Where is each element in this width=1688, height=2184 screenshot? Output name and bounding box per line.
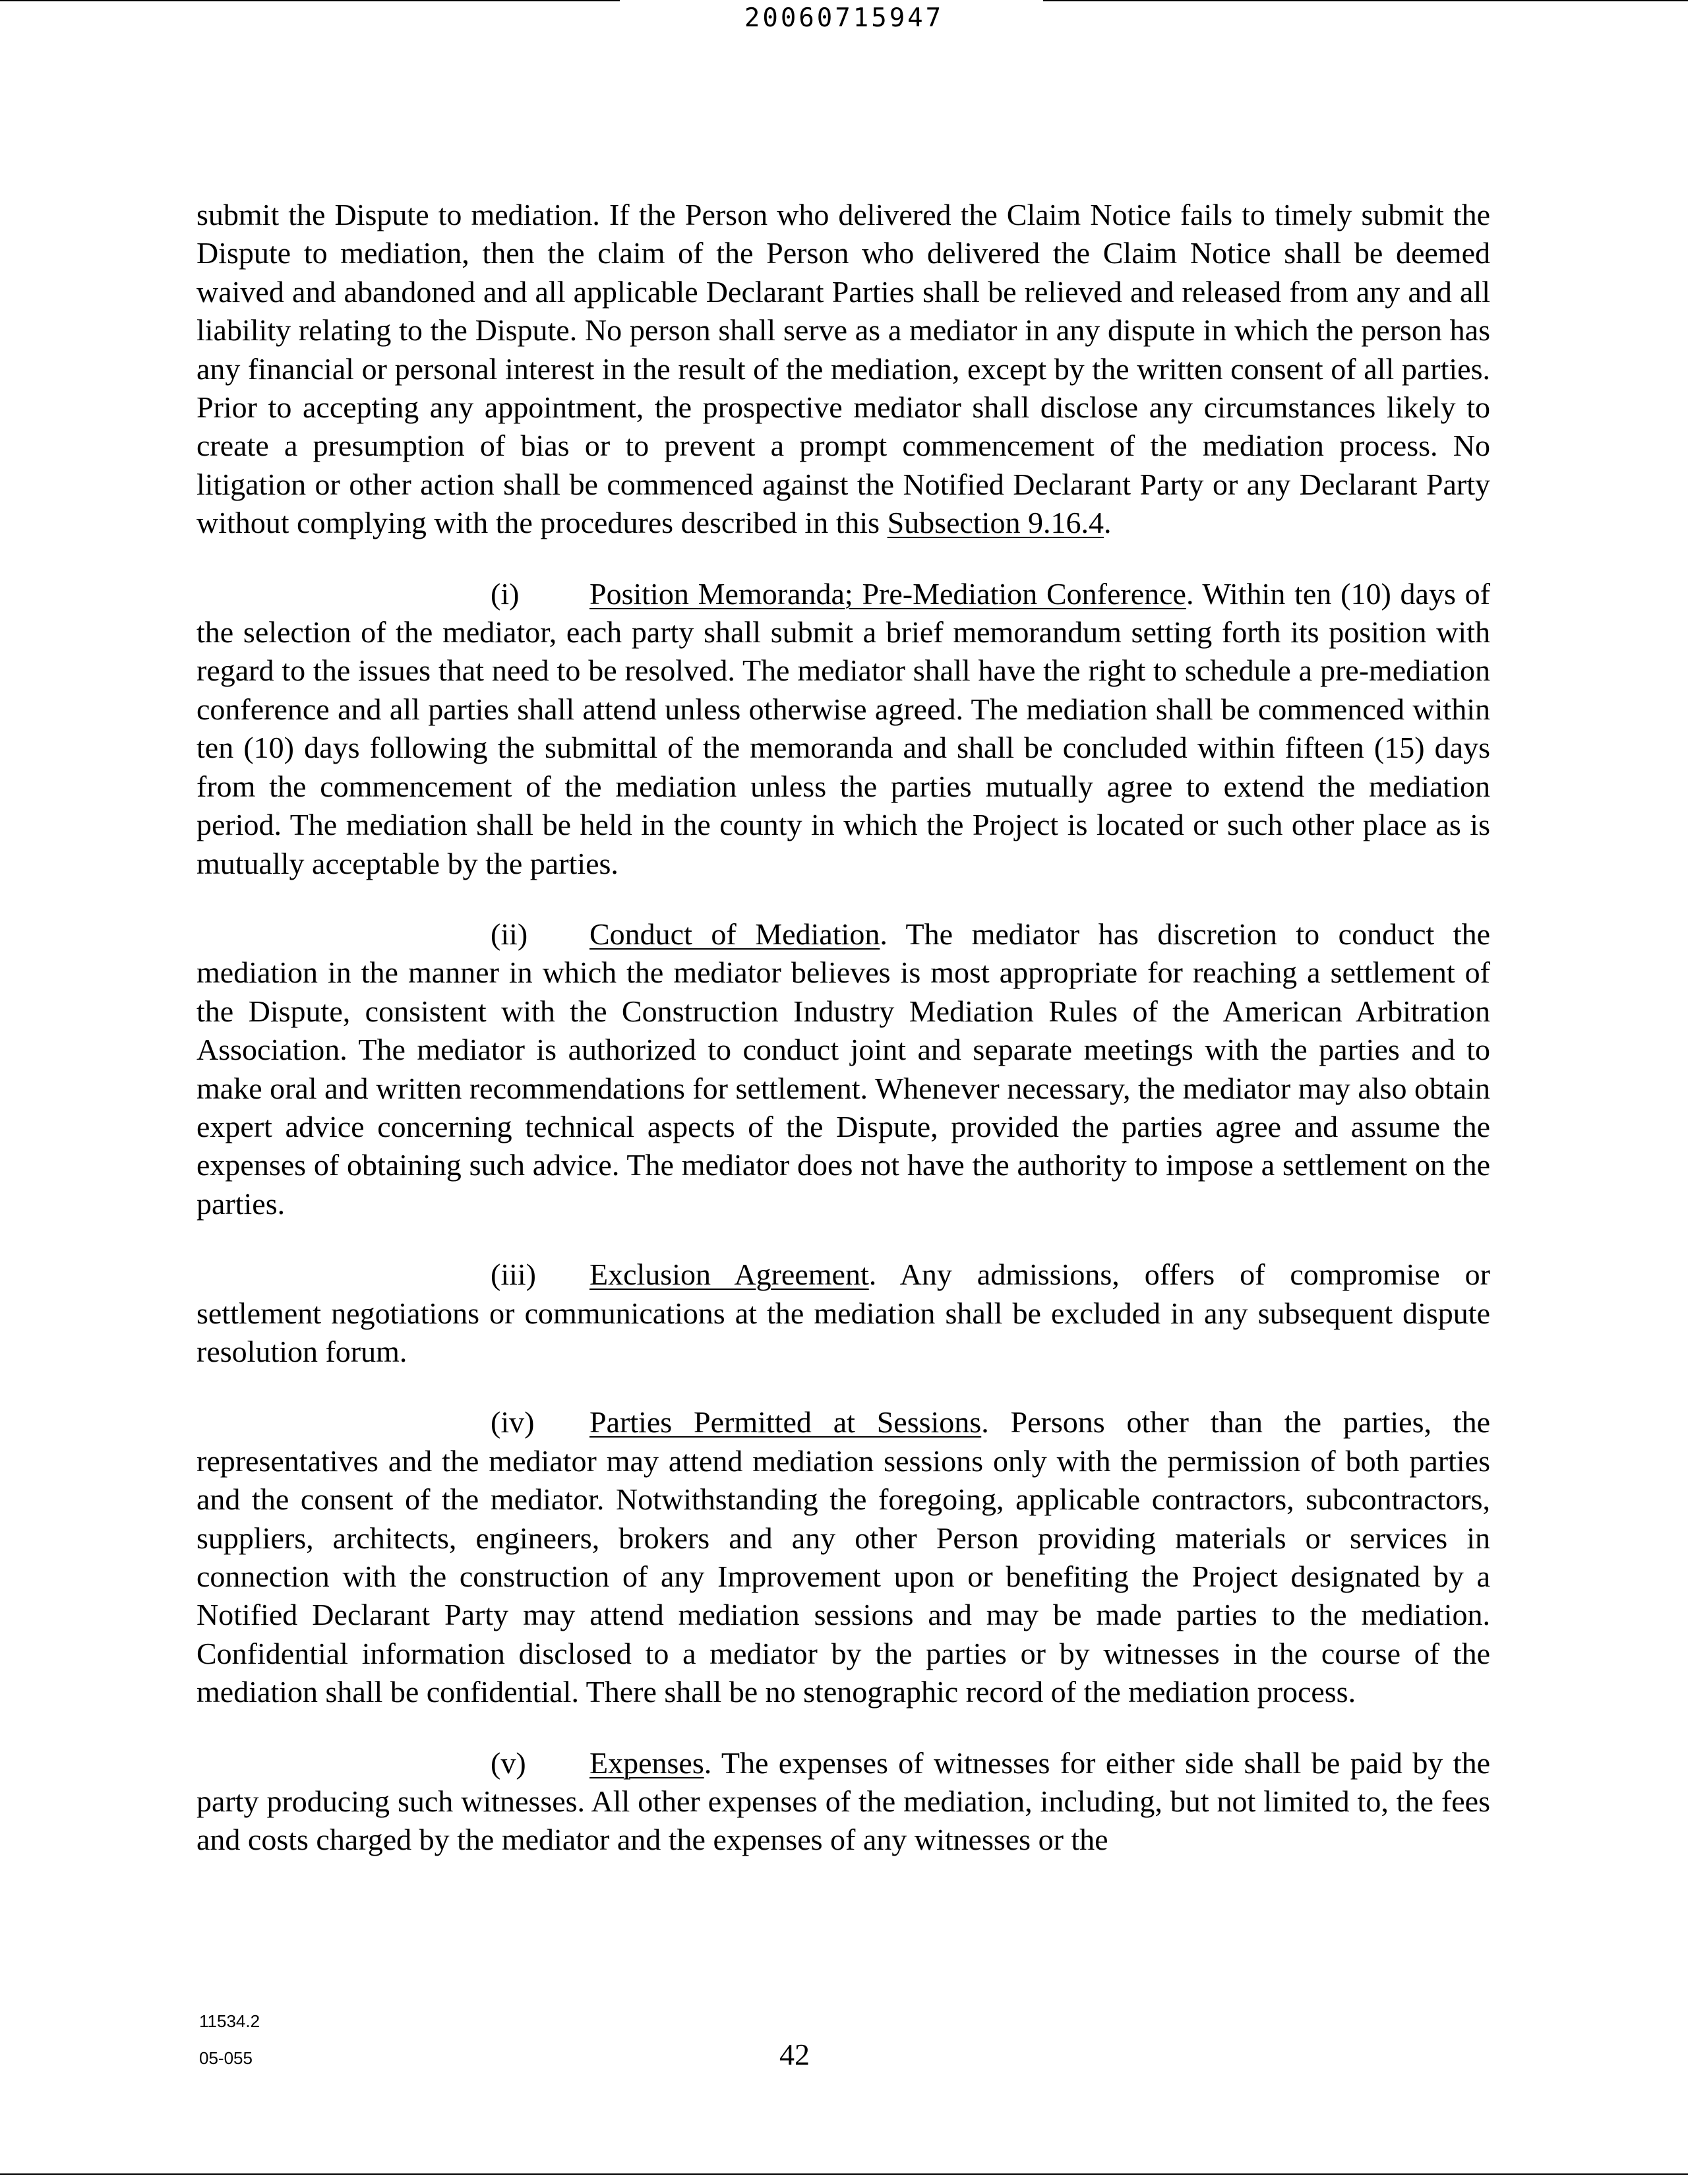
paragraph-text: . The expenses of witnesses for either side shall be paid by the party producing such witnesses. All other expenses of the mediation, including, but not limited to, the fees and costs charged by the mediator and the expenses of any witnesses or the bbox=[196, 1745, 1490, 1857]
document-body bbox=[196, 196, 1490, 1860]
paragraph-number: (v) bbox=[491, 1745, 526, 1780]
subsection-reference: Subsection 9.16.4 bbox=[887, 506, 1104, 540]
paragraph-number: (ii) bbox=[491, 917, 528, 951]
top-scan-rule-left bbox=[0, 0, 620, 1]
footer-matter-code: 05-055 bbox=[199, 2048, 253, 2068]
page-number: 42 bbox=[779, 2038, 810, 2071]
paragraph-heading: Position Memoranda; Pre-Mediation Conference bbox=[589, 576, 1186, 611]
paragraph-text: . Any admissions, offers of compromise or settlement negotiations or communications at the mediation shall be excluded in any subsequent dispute resolution forum. bbox=[196, 1258, 1490, 1368]
paragraph-heading: Expenses bbox=[589, 1745, 704, 1780]
bottom-scan-rule bbox=[0, 2173, 1688, 2175]
paragraph-text: . Within ten (10) days of the selection of the mediator, each party shall submit a brief memorandum setting forth its position with regard to the issues that need to be resolved. The mediator shall have the right to schedule a pre-mediation conference and all parties shall attend unless otherwise agreed. The mediation shall be commenced within ten (10) days following the submittal of the memoranda and shall be concluded within fifteen (15) days from the commencement of the mediation unless the parties mutually agree to extend the mediation period. The mediation shall be held in the county in which the Project is located or such other place as is mutually acceptable by the parties. bbox=[196, 576, 1490, 880]
paragraph-heading: Parties Permitted at Sessions bbox=[589, 1405, 982, 1440]
recording-number: 20060715947 bbox=[744, 3, 944, 33]
paragraph-number: (iv) bbox=[491, 1405, 535, 1440]
paragraph-continuation bbox=[196, 196, 1490, 543]
paragraph-expenses bbox=[196, 1744, 1490, 1860]
paragraph-parties-permitted bbox=[196, 1403, 1490, 1711]
paragraph-number: (iii) bbox=[491, 1258, 536, 1292]
paragraph-heading: Exclusion Agreement bbox=[589, 1258, 869, 1292]
paragraph-number: (i) bbox=[491, 576, 520, 611]
paragraph-text: . The mediator has discretion to conduct the mediation in the manner in which the mediator believes is most appropriate for reaching a settlement of the Dispute, consistent with the Construction Industry Mediation Rules of the American Arbitration Association. The mediator is authorized to conduct joint and separate meetings with the parties and to make oral and written recommendations for settlement. Whenever necessary, the mediator may also obtain expert advice concerning technical aspects of the Dispute, provided the parties agree and assume the expenses of obtaining such advice. The mediator does not have the authority to impose a settlement on the parties. bbox=[196, 917, 1490, 1221]
paragraph-heading: Conduct of Mediation bbox=[589, 917, 880, 951]
paragraph-text: . Persons other than the parties, the representatives and the mediator may attend mediation sessions only with the permission of both parties and the consent of the mediator. Notwithstanding the foregoing, applicable contractors, subcontractors, suppliers, architects, engineers, brokers and any other Person providing materials or services in connection with the construction of any Improvement upon or benefiting the Project designated by a Notified Declarant Party may attend mediation sessions and may be made parties to the mediation. Confidential information disclosed to a mediator by the parties or by witnesses in the course of the mediation shall be confidential. There shall be no stenographic record of the mediation process. bbox=[196, 1405, 1490, 1709]
paragraph-position-memoranda bbox=[196, 575, 1490, 883]
paragraph-end: . bbox=[1103, 506, 1112, 540]
top-scan-rule-right bbox=[1043, 0, 1688, 1]
paragraph-text: submit the Dispute to mediation. If the Person who delivered the Claim Notice fails to timely submit the Dispute to mediation, then the claim of the Person who delivered the Claim Notice shall be deemed waived and abandoned and all applicable Declarant Parties shall be relieved and released from any and all liability relating to the Dispute. No person shall serve as a mediator in any dispute in which the person has any financial or personal interest in the result of the mediation, except by the written consent of all parties. Prior to accepting any appointment, the prospective mediator shall disclose any circumstances likely to create a presumption of bias or to prevent a prompt commencement of the mediation process. No litigation or other action shall be commenced against the Notified Declarant Party or any Declarant Party without complying with the procedures described in this bbox=[196, 198, 1490, 540]
paragraph-conduct-of-mediation bbox=[196, 915, 1490, 1223]
paragraph-exclusion-agreement bbox=[196, 1256, 1490, 1371]
footer-document-code: 11534.2 bbox=[199, 2011, 260, 2031]
